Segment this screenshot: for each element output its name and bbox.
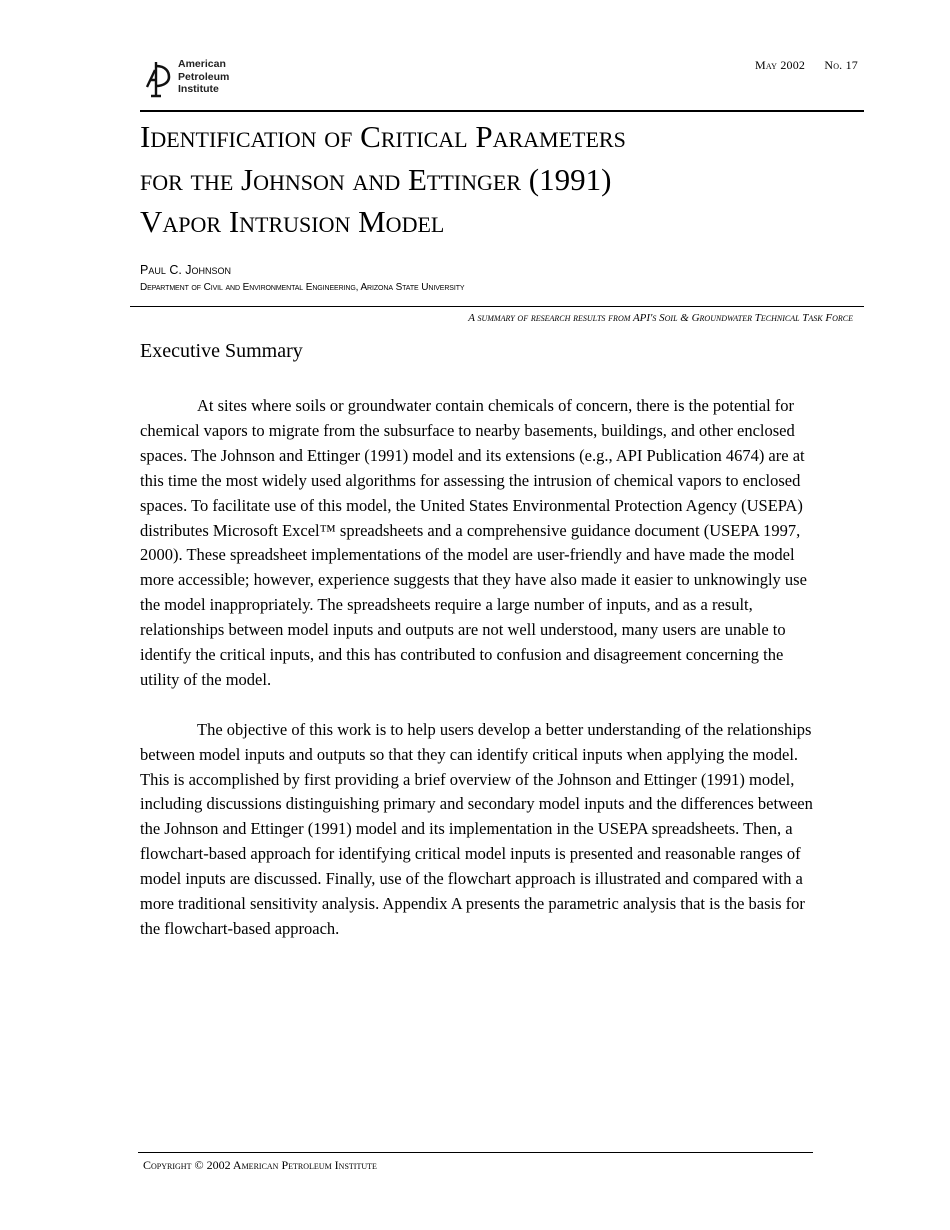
issue-info (739, 58, 858, 73)
logo-line-3: Institute (178, 83, 219, 95)
series-subtitle: A summary of research results from API's Soil & Groundwater Technical Task Force (468, 312, 853, 324)
paragraph-2: The objective of this work is to help users develop a better understanding of the relationships between model inputs and outputs so that they can identify critical inputs when applying the model. This is accomplished by first providing a brief overview of the Johnson and Ettinger (1991) model, including discussions distinguishing primary and secondary model inputs and the differences between the Johnson and Ettinger (1991) model and its implementation in the USEPA spreadsheets. Then, a flowchart-based approach for identifying critical model inputs is presented and reasonable ranges of model inputs are discussed. Finally, use of the flowchart approach is illustrated and compared with a more traditional sensitivity analysis. Appendix A presents the parametric analysis that is the basis for the flowchart-based approach. (140, 719, 813, 939)
header-rule (140, 110, 864, 112)
logo-line-1: American (178, 58, 226, 70)
author-affiliation: Department of Civil and Environmental Engineering, Arizona State University (140, 282, 465, 293)
issue-date: May 2002 (755, 58, 806, 72)
document-title (140, 116, 860, 244)
copyright-footer: Copyright © 2002 American Petroleum Institute (143, 1158, 377, 1172)
footer-rule (138, 1152, 813, 1153)
title-line-2: for the Johnson and Ettinger (1991) (140, 161, 612, 197)
logo-text (178, 58, 229, 96)
paragraph-1: At sites where soils or groundwater contain chemicals of concern, there is the potential for chemical vapors to migrate from the subsurface to nearby basements, buildings, and other enclosed spaces. The Johnson and Ettinger (1991) model and its extensions (e.g., API Publication 4674) are at this time the most widely used algorithms for assessing the intrusion of chemical vapors to enclosed spaces. To facilitate use of this model, the United States Environmental Protection Agency (USEPA) distributes Microsoft Excel™ spreadsheets and a comprehensive guidance document (USEPA 1997, 2000). These spreadsheet implementations of the model are user-friendly and have made the model more accessible; however, experience suggests that they have also made it easier to unknowingly use the model inappropriately. The spreadsheets require a large number of inputs, and as a result, relationships between model inputs and outputs are not well understood, many users are unable to identify the critical inputs, and this has contributed to confusion and disagreement concerning the utility of the model. (140, 396, 807, 689)
section-heading: Executive Summary (140, 340, 303, 362)
byline-rule (130, 306, 864, 307)
title-line-1: Identification of Critical Parameters (140, 119, 626, 154)
author-name: Paul C. Johnson (140, 263, 232, 277)
title-line-3: Vapor Intrusion Model (140, 204, 445, 239)
api-logo-icon (142, 60, 172, 98)
issue-number: No. 17 (824, 58, 858, 72)
api-logo (142, 58, 252, 102)
section-body (140, 394, 820, 967)
logo-line-2: Petroleum (178, 70, 230, 83)
